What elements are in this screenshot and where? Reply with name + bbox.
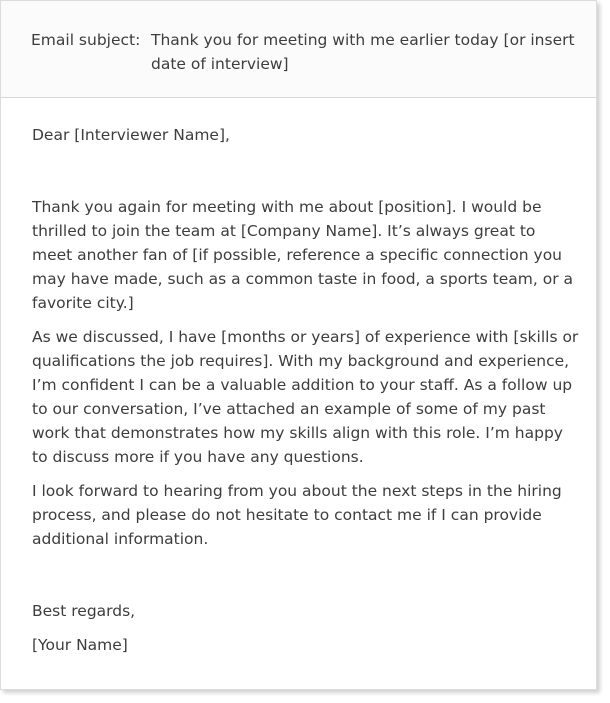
- subject-row: [1, 1, 596, 98]
- paragraph-2: As we discussed, I have [months or years] of experience with [skills or qualifications the job requires]. With my background and experience, I’m confident I can be a valuable addition to your staff. As a follow up to our conversation, I’ve attached an example of some of my past work that demonstrates how my skills align with this role. I’m happy to discuss more if you have any questions.: [32, 328, 579, 466]
- subject-value: Thank you for meeting with me earlier today [or insert date of interview]: [151, 31, 575, 73]
- closing: Best regards,: [32, 602, 136, 620]
- paragraph-1: Thank you again for meeting with me about [position]. I would be thrilled to join the team at [Company Name]. It’s always great to meet another fan of [if possible, reference a specific connection you may have made, such as a common taste in food, a sports team, or a favorite city.]: [32, 198, 574, 312]
- greeting: Dear [Interviewer Name],: [32, 126, 230, 144]
- subject-label: Email subject:: [31, 31, 141, 49]
- signature: [Your Name]: [32, 636, 128, 654]
- email-body: [32, 123, 580, 657]
- paragraph-3: I look forward to hearing from you about the next steps in the hiring process, and please do not hesitate to contact me if I can provide additional information.: [32, 482, 562, 548]
